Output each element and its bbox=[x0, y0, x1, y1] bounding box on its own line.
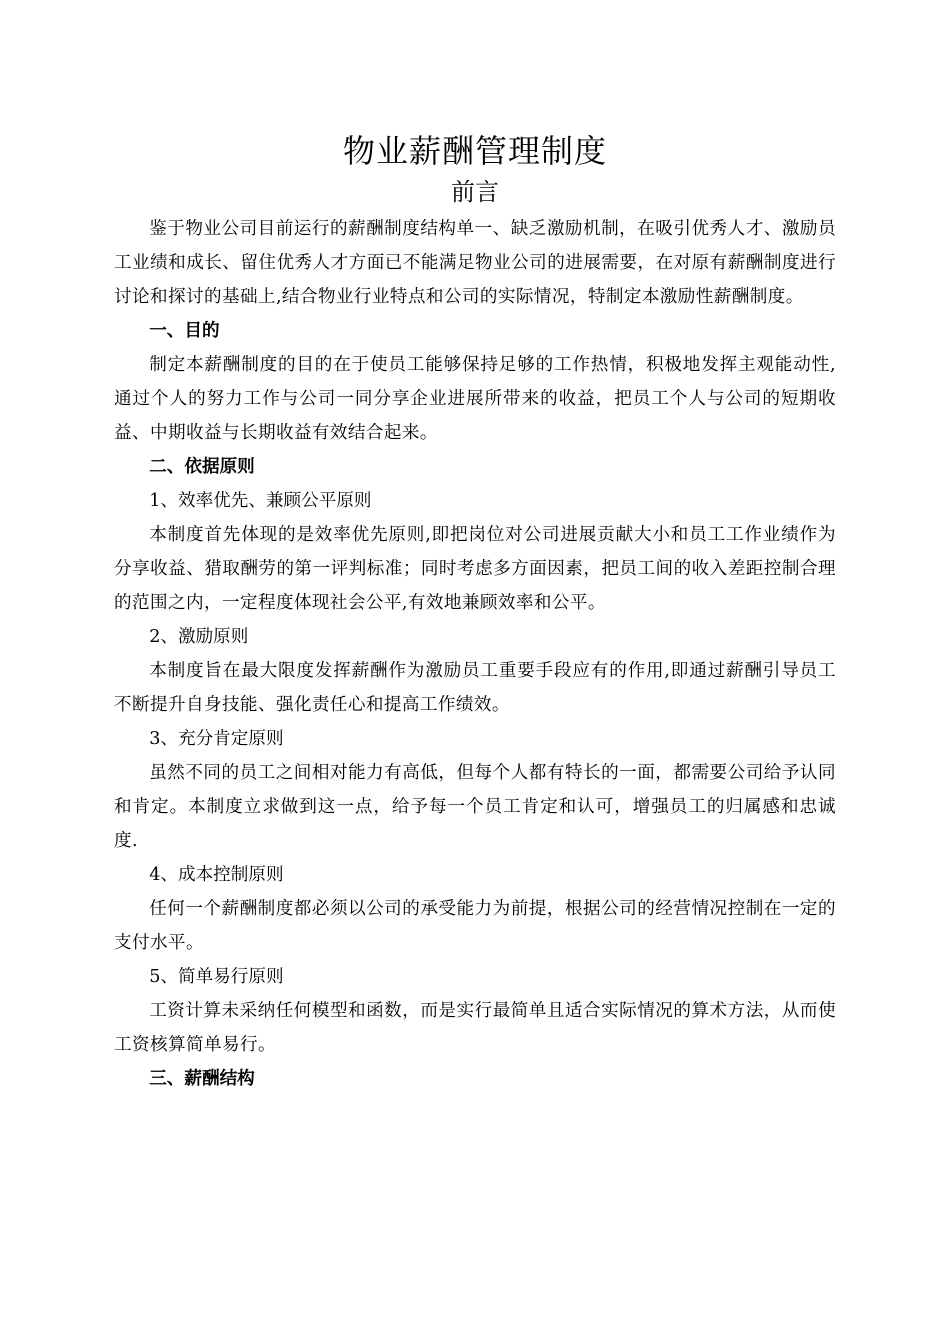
principle-paragraph: 本制度旨在最大限度发挥薪酬作为激励员工重要手段应有的作用,即通过薪酬引导员工不断提升自身技能、强化责任心和提高工作绩效。 bbox=[114, 661, 836, 715]
document-page bbox=[114, 128, 836, 1096]
principle-paragraph: 本制度首先体现的是效率优先原则,即把岗位对公司进展贡献大小和员工工作业绩作为分享收益、猎取酬劳的第一评判标准；同时考虑多方面因素，把员工间的收入差距控制合理的范围之内，一定程度体现社会公平,有效地兼顾效率和公平。 bbox=[114, 525, 836, 613]
document-title: 物业薪酬管理制度 bbox=[342, 132, 607, 170]
principle-title: 4、成本控制原则 bbox=[149, 865, 284, 885]
preface-heading: 前言 bbox=[451, 178, 499, 206]
principle-title: 5、简单易行原则 bbox=[149, 967, 284, 987]
purpose-paragraph: 制定本薪酬制度的目的在于使员工能够保持足够的工作热情，积极地发挥主观能动性,通过个人的努力工作与公司一同分享企业进展所带来的收益，把员工个人与公司的短期收益、中期收益与长期收益有效结合起来。 bbox=[114, 355, 836, 443]
principle-paragraph: 任何一个薪酬制度都必须以公司的承受能力为前提，根据公司的经营情况控制在一定的支付水平。 bbox=[114, 899, 836, 953]
principle-paragraph: 工资计算未采纳任何模型和函数，而是实行最简单且适合实际情况的算术方法，从而使工资核算简单易行。 bbox=[114, 1001, 836, 1055]
principle-title: 2、激励原则 bbox=[149, 627, 249, 647]
section-heading-purpose: 一、目的 bbox=[149, 321, 220, 341]
principle-title: 1、效率优先、兼顾公平原则 bbox=[149, 491, 372, 511]
section-heading-structure: 三、薪酬结构 bbox=[149, 1069, 255, 1089]
preface-paragraph: 鉴于物业公司目前运行的薪酬制度结构单一、缺乏激励机制，在吸引优秀人才、激励员工业绩和成长、留住优秀人才方面已不能满足物业公司的进展需要，在对原有薪酬制度进行讨论和探讨的基础上,结合物业行业特点和公司的实际情况，特制定本激励性薪酬制度。 bbox=[114, 219, 836, 307]
principle-title: 3、充分肯定原则 bbox=[149, 729, 284, 749]
section-heading-principles: 二、依据原则 bbox=[149, 457, 255, 477]
principle-paragraph: 虽然不同的员工之间相对能力有高低，但每个人都有特长的一面，都需要公司给予认同和肯定。本制度立求做到这一点，给予每一个员工肯定和认可，增强员工的归属感和忠诚度. bbox=[114, 763, 836, 851]
